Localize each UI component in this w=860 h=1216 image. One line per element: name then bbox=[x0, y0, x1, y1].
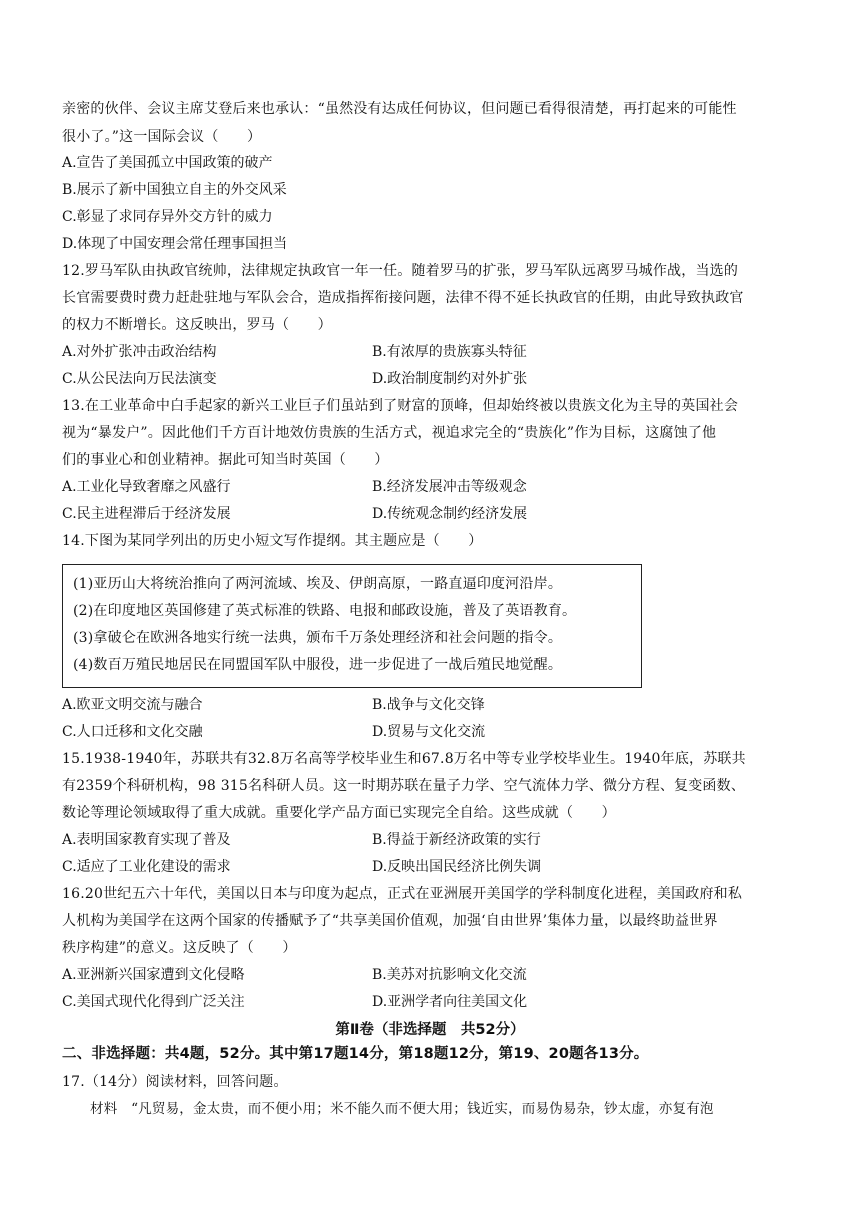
q11-stem-line-2: 很小了。”这一国际会议（ ） bbox=[62, 129, 262, 145]
q13-option-b: B.经济发展冲击等级观念 bbox=[372, 479, 527, 495]
q16-stem-line-1: 16.20世纪五六十年代，美国以日本与印度为起点，正式在亚洲展开美国学的学科制度化进程，美国政府和私 bbox=[62, 886, 743, 902]
q15-stem-line-1: 15.1938-1940年，苏联共有32.8万名高等学校毕业生和67.8万名中等专业学校毕业生。1940年底，苏联共 bbox=[62, 751, 746, 767]
q14-outline-item-3: (3)拿破仑在欧洲各地实行统一法典，颁布千万条处理经济和社会问题的指令。 bbox=[73, 630, 563, 646]
q14-option-c: C.人口迁移和文化交融 bbox=[62, 724, 203, 740]
section-2-instructions: 二、非选择题：共4题，52分。其中第17题14分，第18题12分，第19、20题各13分。 bbox=[62, 1046, 649, 1062]
section-2-title: 第Ⅱ卷（非选择题 共52分） bbox=[335, 1022, 525, 1038]
q15-option-a: A.表明国家教育实现了普及 bbox=[62, 832, 231, 848]
q16-option-a: A.亚洲新兴国家遭到文化侵略 bbox=[62, 967, 245, 983]
q11-option-d: D.体现了中国安理会常任理事国担当 bbox=[62, 236, 288, 252]
q13-option-d: D.传统观念制约经济发展 bbox=[372, 506, 528, 522]
q12-option-d: D.政治制度制约对外扩张 bbox=[372, 371, 528, 387]
q16-option-b: B.美苏对抗影响文化交流 bbox=[372, 967, 527, 983]
q11-stem-line-1: 亲密的伙伴、会议主席艾登后来也承认：“虽然没有达成任何协议，但问题已看得很清楚，再打起来的可能性 bbox=[62, 101, 737, 117]
q14-outline-item-4: (4)数百万殖民地居民在同盟国军队中服役，进一步促进了一战后殖民地觉醒。 bbox=[73, 657, 563, 673]
q15-option-b: B.得益于新经济政策的实行 bbox=[372, 832, 541, 848]
q14-stem-line-1: 14.下图为某同学列出的历史小短文写作提纲。其主题应是（ ） bbox=[62, 533, 483, 549]
q16-option-d: D.亚洲学者向往美国文化 bbox=[372, 994, 528, 1010]
q12-option-b: B.有浓厚的贵族寡头特征 bbox=[372, 344, 527, 360]
q12-stem-line-2: 长官需要费时费力赶赴驻地与军队会合，造成指挥衔接问题，法律不得不延长执政官的任期，由此导致执政官 bbox=[62, 290, 744, 306]
q13-option-c: C.民主进程滞后于经济发展 bbox=[62, 506, 231, 522]
q17-stem-line-1: 17.（14分）阅读材料，回答问题。 bbox=[62, 1074, 288, 1090]
q13-stem-line-1: 13.在工业革命中白手起家的新兴工业巨子们虽站到了财富的顶峰，但却始终被以贵族文化为主导的英国社会 bbox=[62, 398, 739, 414]
q14-option-b: B.战争与文化交锋 bbox=[372, 697, 485, 713]
q12-stem-line-3: 的权力不断增长。这反映出，罗马（ ） bbox=[62, 317, 332, 333]
q11-option-a: A.宣告了美国孤立中国政策的破产 bbox=[62, 155, 273, 171]
q14-outline-item-2: (2)在印度地区英国修建了英式标准的铁路、电报和邮政设施，普及了英语教育。 bbox=[73, 603, 577, 619]
q11-option-c: C.彰显了求同存异外交方针的威力 bbox=[62, 209, 273, 225]
q14-option-a: A.欧亚文明交流与融合 bbox=[62, 697, 203, 713]
q13-stem-line-3: 们的事业心和创业精神。据此可知当时英国（ ） bbox=[62, 452, 389, 468]
q12-option-a: A.对外扩张冲击政治结构 bbox=[62, 344, 217, 360]
q13-option-a: A.工业化导致奢靡之风盛行 bbox=[62, 479, 231, 495]
q16-option-c: C.美国式现代化得到广泛关注 bbox=[62, 994, 245, 1010]
q16-stem-line-3: 秩序构建”的意义。这反映了（ ） bbox=[62, 940, 297, 956]
q15-stem-line-2: 有2359个科研机构，98 315名科研人员。这一时期苏联在量子力学、空气流体力学、微分方程、复变函数、 bbox=[62, 778, 746, 794]
q12-stem-line-1: 12.罗马军队由执政官统帅，法律规定执政官一年一任。随着罗马的扩张，罗马军队远离罗马城作战，当选的 bbox=[62, 263, 739, 279]
q17-material-line-1: 材料 “凡贸易，金太贵，而不便小用；米不能久而不便大用；钱近实，而易伪易杂，钞太虚，亦复有泡 bbox=[90, 1101, 714, 1117]
q14-option-d: D.贸易与文化交流 bbox=[372, 724, 486, 740]
q13-stem-line-2: 视为“暴发户”。因此他们千方百计地效仿贵族的生活方式，视追求完全的“贵族化”作为目标，这腐蚀了他 bbox=[62, 425, 717, 441]
q16-stem-line-2: 人机构为美国学在这两个国家的传播赋予了“共享美国价值观，加强‘自由世界’集体力量，以最终助益世界 bbox=[62, 913, 718, 929]
q14-outline-item-1: (1)亚历山大将统治推向了两河流域、埃及、伊朗高原，一路直逼印度河沿岸。 bbox=[73, 576, 563, 592]
q15-stem-line-3: 数论等理论领域取得了重大成就。重要化学产品方面已实现完全自给。这些成就（ ） bbox=[62, 805, 616, 821]
q12-option-c: C.从公民法向万民法演变 bbox=[62, 371, 217, 387]
q15-option-c: C.适应了工业化建设的需求 bbox=[62, 859, 231, 875]
q11-option-b: B.展示了新中国独立自主的外交风采 bbox=[62, 182, 287, 198]
q15-option-d: D.反映出国民经济比例失调 bbox=[372, 859, 542, 875]
q14-outline-box bbox=[62, 564, 642, 688]
